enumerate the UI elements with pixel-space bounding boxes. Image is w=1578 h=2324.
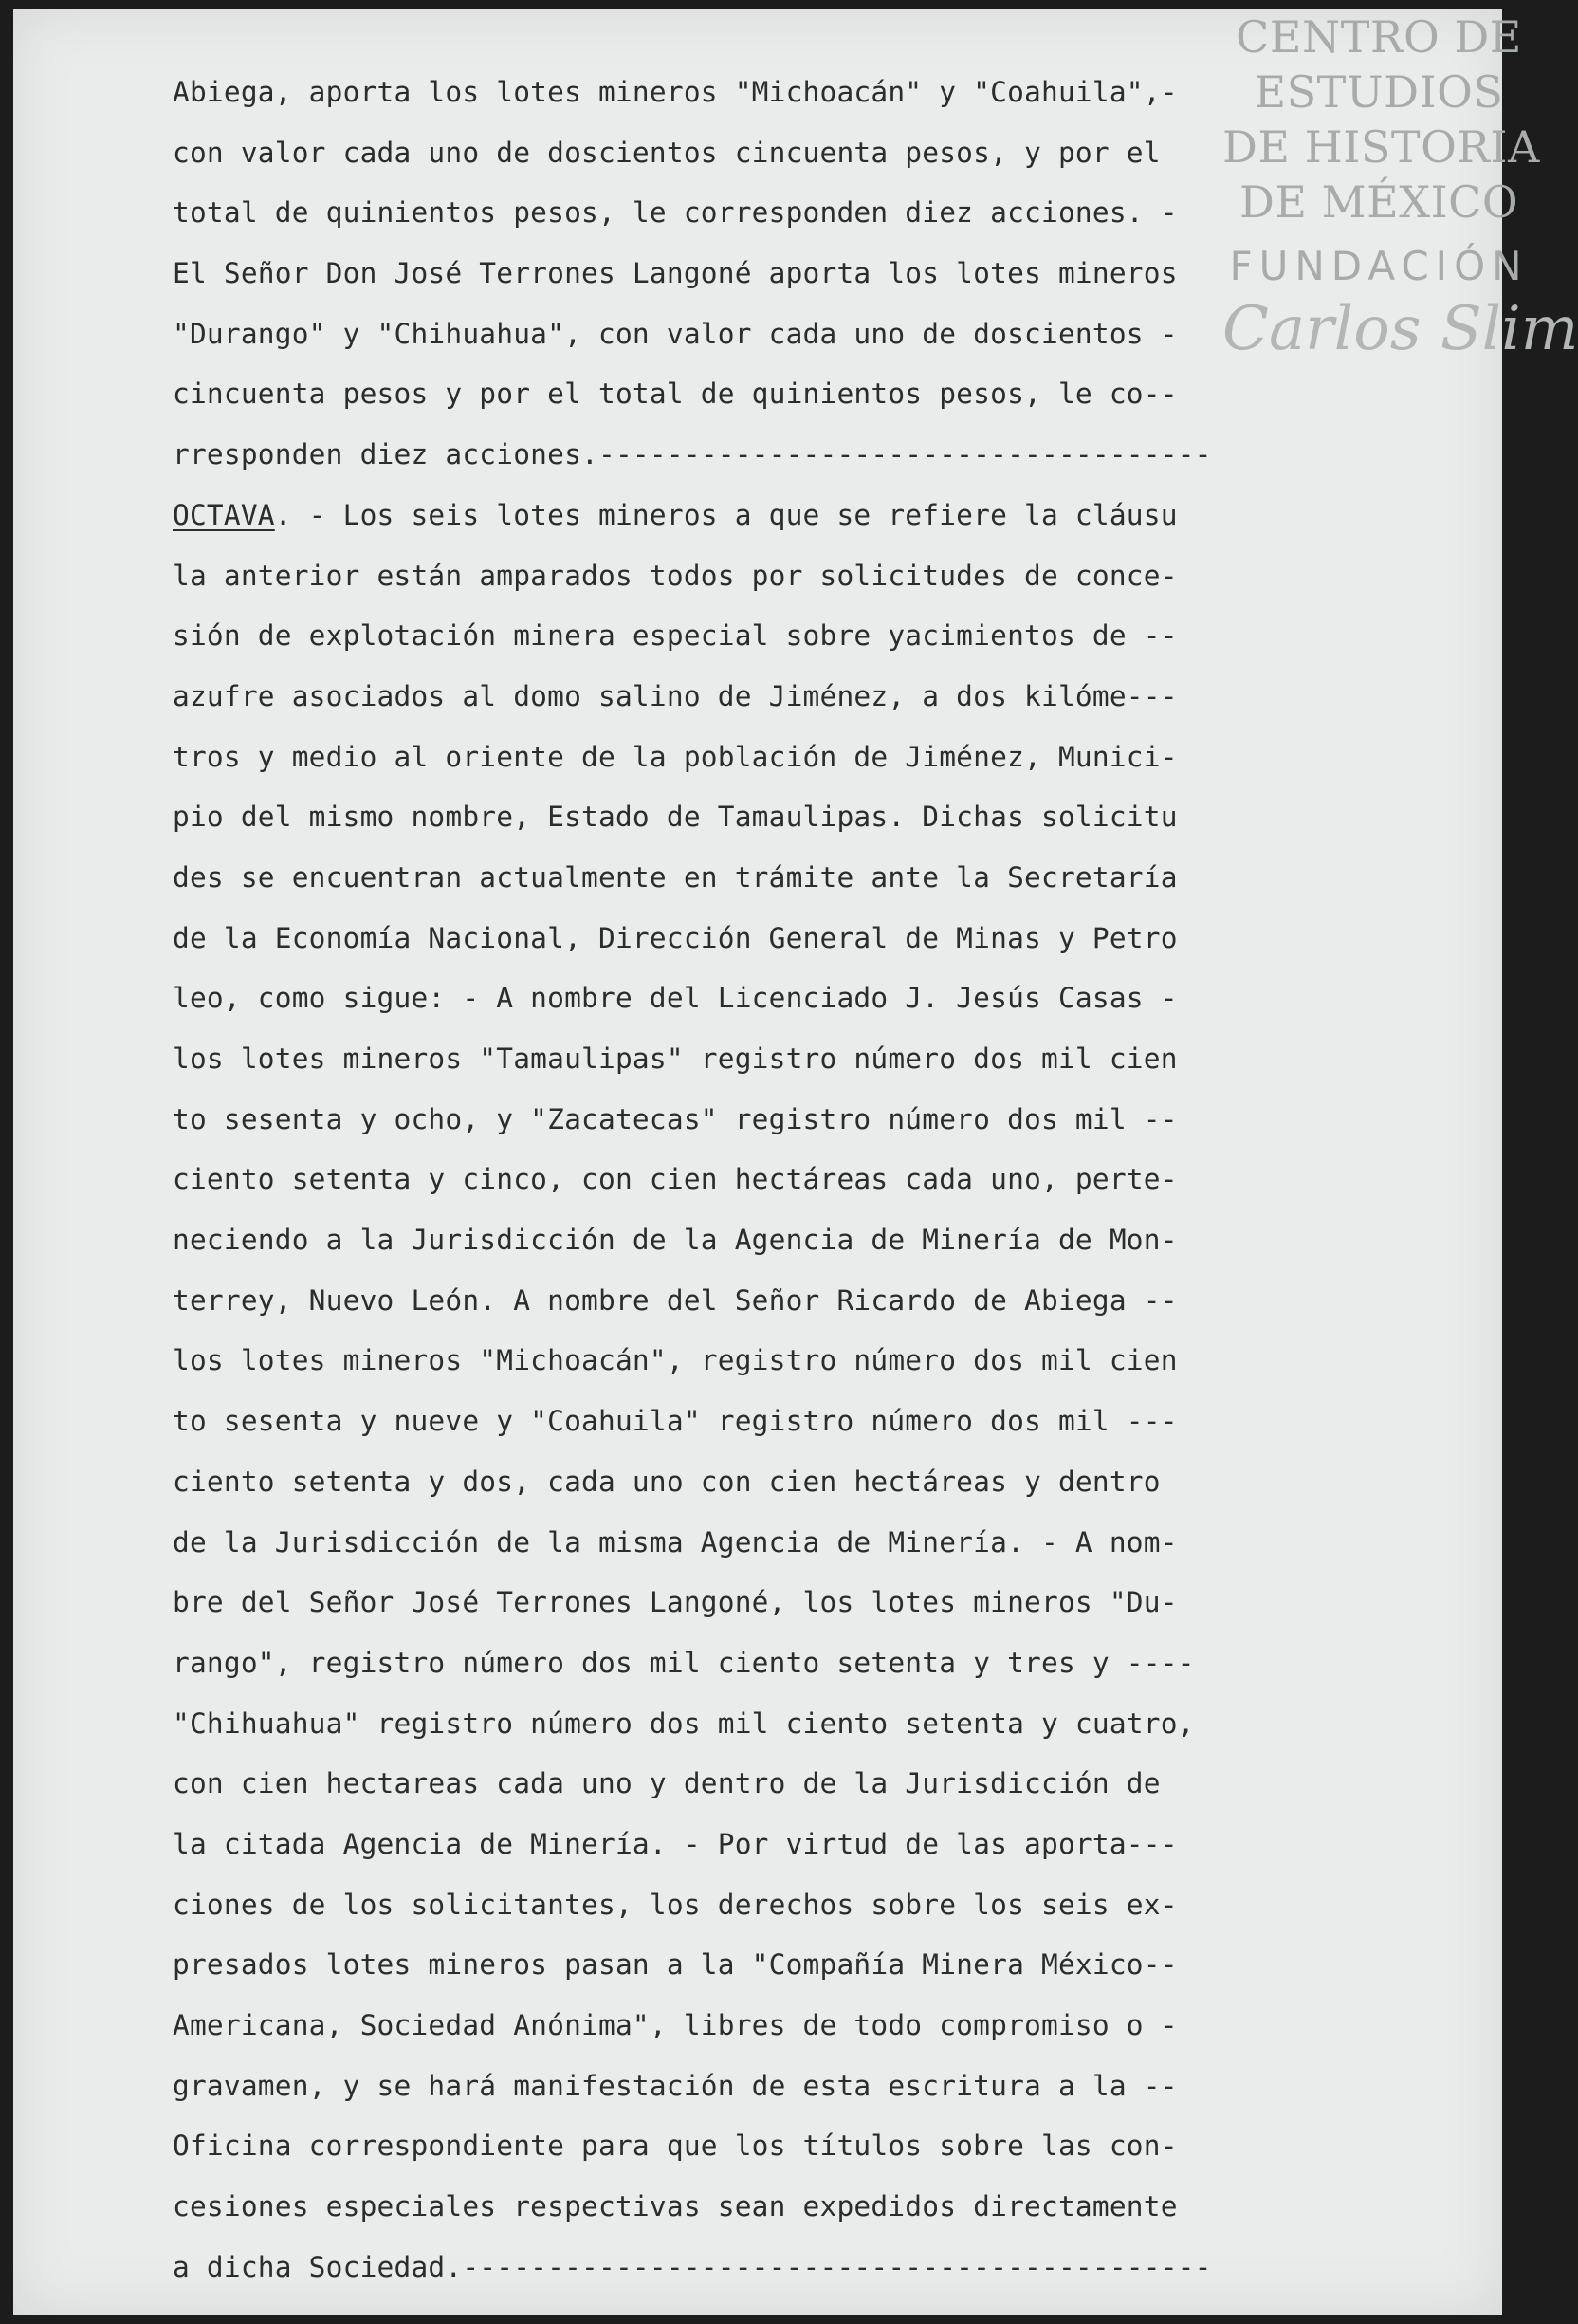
text-line: leo, como sigue: - A nombre del Licenciado J. Jesús Casas - bbox=[173, 982, 1178, 1015]
text-line: "Durango" y "Chihuahua", con valor cada uno de doscientos - bbox=[173, 317, 1178, 350]
document-page bbox=[13, 9, 1578, 2315]
typed-text-body bbox=[173, 63, 1254, 2297]
watermark-foundation: FUNDACIÓN bbox=[1229, 243, 1529, 289]
text-line: cesiones especiales respectivas sean expedidos directamente bbox=[173, 2190, 1178, 2223]
text-line: El Señor Don José Terrones Langoné aporta los lotes mineros bbox=[173, 257, 1178, 290]
watermark-line: CENTRO DE bbox=[1236, 11, 1522, 63]
text-line: presados lotes mineros pasan a la "Compañía Minera México-- bbox=[173, 1948, 1178, 1982]
watermark-line: ESTUDIOS bbox=[1254, 66, 1504, 118]
watermark-line: DE HISTORIA bbox=[1222, 121, 1540, 173]
text-line: la citada Agencia de Minería. - Por virtud de las aporta--- bbox=[173, 1827, 1178, 1860]
watermark-signature: Carlos Slim bbox=[1222, 294, 1578, 364]
text-line: azufre asociados al domo salino de Jiménez, a dos kilóme--- bbox=[173, 679, 1178, 712]
text-line: "Chihuahua" registro número dos mil ciento setenta y cuatro, bbox=[173, 1706, 1195, 1740]
text-line: los lotes mineros "Michoacán", registro número dos mil cien bbox=[173, 1344, 1178, 1377]
text-line: rresponden diez acciones.------------------------------------ bbox=[173, 438, 1212, 471]
text-line: pio del mismo nombre, Estado de Tamaulipas. Dichas solicitu bbox=[173, 801, 1178, 834]
text-line: sión de explotación minera especial sobre yacimientos de -- bbox=[173, 619, 1178, 653]
text-line: Americana, Sociedad Anónima", libres de todo compromiso o - bbox=[173, 2009, 1178, 2041]
text-line: ciento setenta y dos, cada uno con cien hectáreas y dentro bbox=[173, 1465, 1161, 1498]
text-line: des se encuentran actualmente en trámite ante la Secretaría bbox=[173, 860, 1178, 894]
text-line: Abiega, aporta los lotes mineros "Michoacán" y "Coahuila",- bbox=[173, 76, 1178, 108]
text-line: tros y medio al oriente de la población de Jiménez, Munici- bbox=[173, 740, 1178, 773]
text-line: to sesenta y ocho, y "Zacatecas" registro número dos mil -- bbox=[173, 1102, 1178, 1135]
text-line: de la Economía Nacional, Dirección General de Minas y Petro bbox=[173, 921, 1178, 954]
text-line: de la Jurisdicción de la misma Agencia de Minería. - A nom- bbox=[173, 1525, 1178, 1559]
clause-text: . - Los seis lotes mineros a que se refiere la cláusu bbox=[274, 498, 1178, 531]
text-line: gravamen, y se hará manifestación de esta escritura a la -- bbox=[173, 2069, 1178, 2102]
text-line: terrey, Nuevo León. A nombre del Señor Ricardo de Abiega -- bbox=[173, 1283, 1178, 1317]
text-line: a dicha Sociedad.-------------------------------------------- bbox=[173, 2250, 1212, 2283]
archive-watermark bbox=[1222, 9, 1578, 369]
text-line: cincuenta pesos y por el total de quinientos pesos, le co-- bbox=[173, 378, 1178, 411]
text-line: neciendo a la Jurisdicción de la Agencia de Minería de Mon- bbox=[173, 1224, 1178, 1257]
clause-heading: OCTAVA bbox=[173, 498, 275, 531]
text-line: bre del Señor José Terrones Langoné, los lotes mineros "Du- bbox=[173, 1586, 1178, 1619]
text-line: rango", registro número dos mil ciento setenta y tres y ---- bbox=[173, 1646, 1195, 1679]
clause-octava-line bbox=[173, 486, 1254, 546]
text-line: los lotes mineros "Tamaulipas" registro número dos mil cien bbox=[173, 1042, 1178, 1075]
watermark-line: DE MÉXICO bbox=[1239, 176, 1519, 228]
text-line: con valor cada uno de doscientos cincuenta pesos, y por el bbox=[173, 136, 1161, 169]
text-line: la anterior están amparados todos por solicitudes de conce- bbox=[173, 559, 1178, 592]
text-line: Oficina correspondiente para que los títulos sobre las con- bbox=[173, 2130, 1178, 2163]
text-line: con cien hectareas cada uno y dentro de la Jurisdicción de bbox=[173, 1767, 1161, 1800]
text-line: ciento setenta y cinco, con cien hectáreas cada uno, perte- bbox=[173, 1163, 1178, 1196]
text-line: ciones de los solicitantes, los derechos sobre los seis ex- bbox=[173, 1888, 1178, 1921]
text-line: total de quinientos pesos, le corresponden diez acciones. - bbox=[173, 196, 1178, 230]
text-line: to sesenta y nueve y "Coahuila" registro número dos mil --- bbox=[173, 1405, 1178, 1438]
